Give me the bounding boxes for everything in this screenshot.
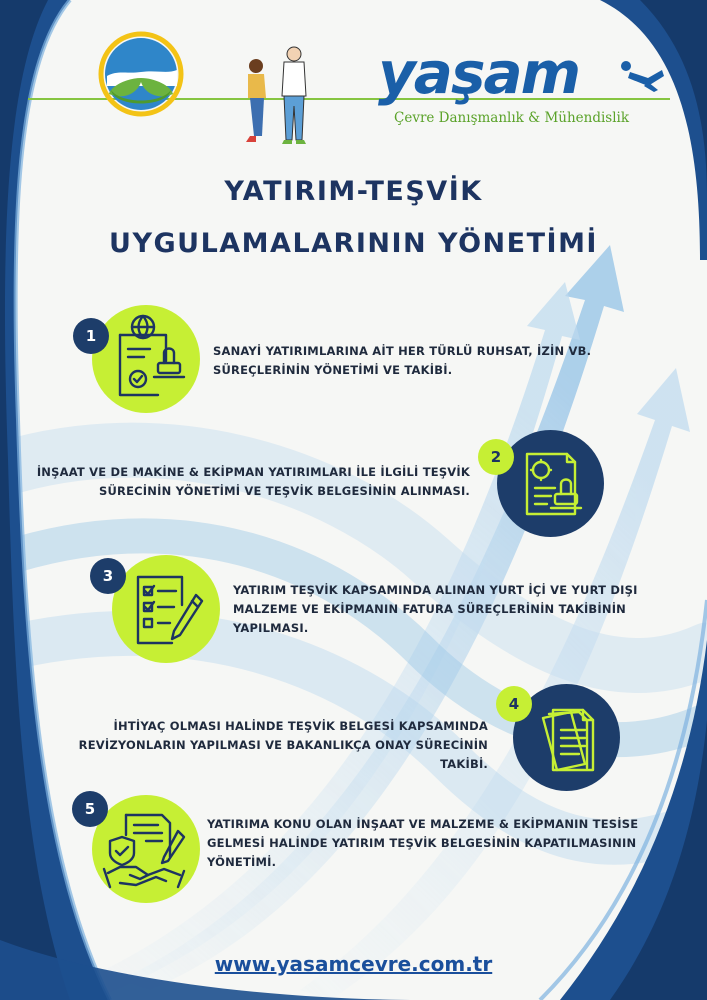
page-title-line-1: YATIRIM-TEŞVİK: [224, 176, 483, 207]
brand-name: yaşam: [378, 39, 580, 107]
item-2-icon-circle: [497, 430, 604, 537]
sun-leaf-logo-icon: [97, 30, 185, 118]
item-5-text-line: YÖNETİMİ.: [207, 855, 277, 869]
item-2-text: [30, 463, 470, 501]
checklist-pencil-icon: [112, 555, 220, 663]
reclining-person-icon: [618, 56, 666, 96]
item-5-text-line: YATIRIMA KONU OLAN İNŞAAT VE MALZEME & EKİPMANIN TESİSE: [207, 817, 639, 831]
contract-handshake-icon: [92, 795, 200, 903]
item-3-text: [233, 581, 673, 638]
people-illustration-icon: [240, 44, 320, 149]
item-4-text: [30, 717, 488, 774]
item-1-text-line: SANAYİ YATIRIMLARINA AİT HER TÜRLÜ RUHSAT, İZİN VB.: [213, 344, 592, 358]
item-3-text-line: YATIRIM TEŞVİK KAPSAMINDA ALINAN YURT İÇİ VE YURT DIŞI: [233, 583, 638, 597]
document-stamp-gear-icon: [497, 430, 604, 537]
item-4-number-badge: 4: [496, 686, 532, 722]
item-5-text: [207, 815, 657, 872]
item-3-number-badge: 3: [90, 558, 126, 594]
item-3-text-line: YAPILMASI.: [233, 621, 309, 635]
item-3-text-line: MALZEME VE EKİPMANIN FATURA SÜREÇLERİNİN TAKİBİNİN: [233, 602, 626, 616]
brand-tagline: Çevre Danışmanlık & Mühendislik: [394, 110, 630, 126]
item-5-text-line: GELMESİ HALİNDE YATIRIM TEŞVİK BELGESİNİN KAPATILMASININ: [207, 836, 637, 850]
brand-logo: [378, 40, 668, 130]
item-2-text-line: SÜRECİNİN YÖNETİMİ VE TEŞVİK BELGESİNİN ALINMASI.: [99, 484, 470, 498]
item-1-text-line: SÜREÇLERİNİN YÖNETİMİ VE TAKİBİ.: [213, 363, 453, 377]
website-link[interactable]: www.yasamcevre.com.tr: [214, 952, 493, 976]
item-2-text-line: İNŞAAT VE DE MAKİNE & EKİPMAN YATIRIMLARI İLE İLGİLİ TEŞVİK: [36, 465, 470, 479]
item-1-number-badge: 1: [73, 318, 109, 354]
document-globe-stamp-icon: [92, 305, 200, 413]
item-3-icon-circle: [112, 555, 220, 663]
item-5-number-badge: 5: [72, 791, 108, 827]
page-title-line-2: UYGULAMALARININ YÖNETİMİ: [109, 228, 598, 259]
item-2-number-badge: 2: [478, 439, 514, 475]
item-4-text-line: İHTİYAÇ OLMASI HALİNDE TEŞVİK BELGESİ KAPSAMINDA: [113, 719, 488, 733]
item-5-icon-circle: [92, 795, 200, 903]
item-1-text: [213, 342, 653, 380]
item-4-text-line: REVİZYONLARIN YAPILMASI VE BAKANLIKÇA ONAY SÜRECİNİN TAKİBİ.: [78, 738, 488, 771]
item-1-icon-circle: [92, 305, 200, 413]
